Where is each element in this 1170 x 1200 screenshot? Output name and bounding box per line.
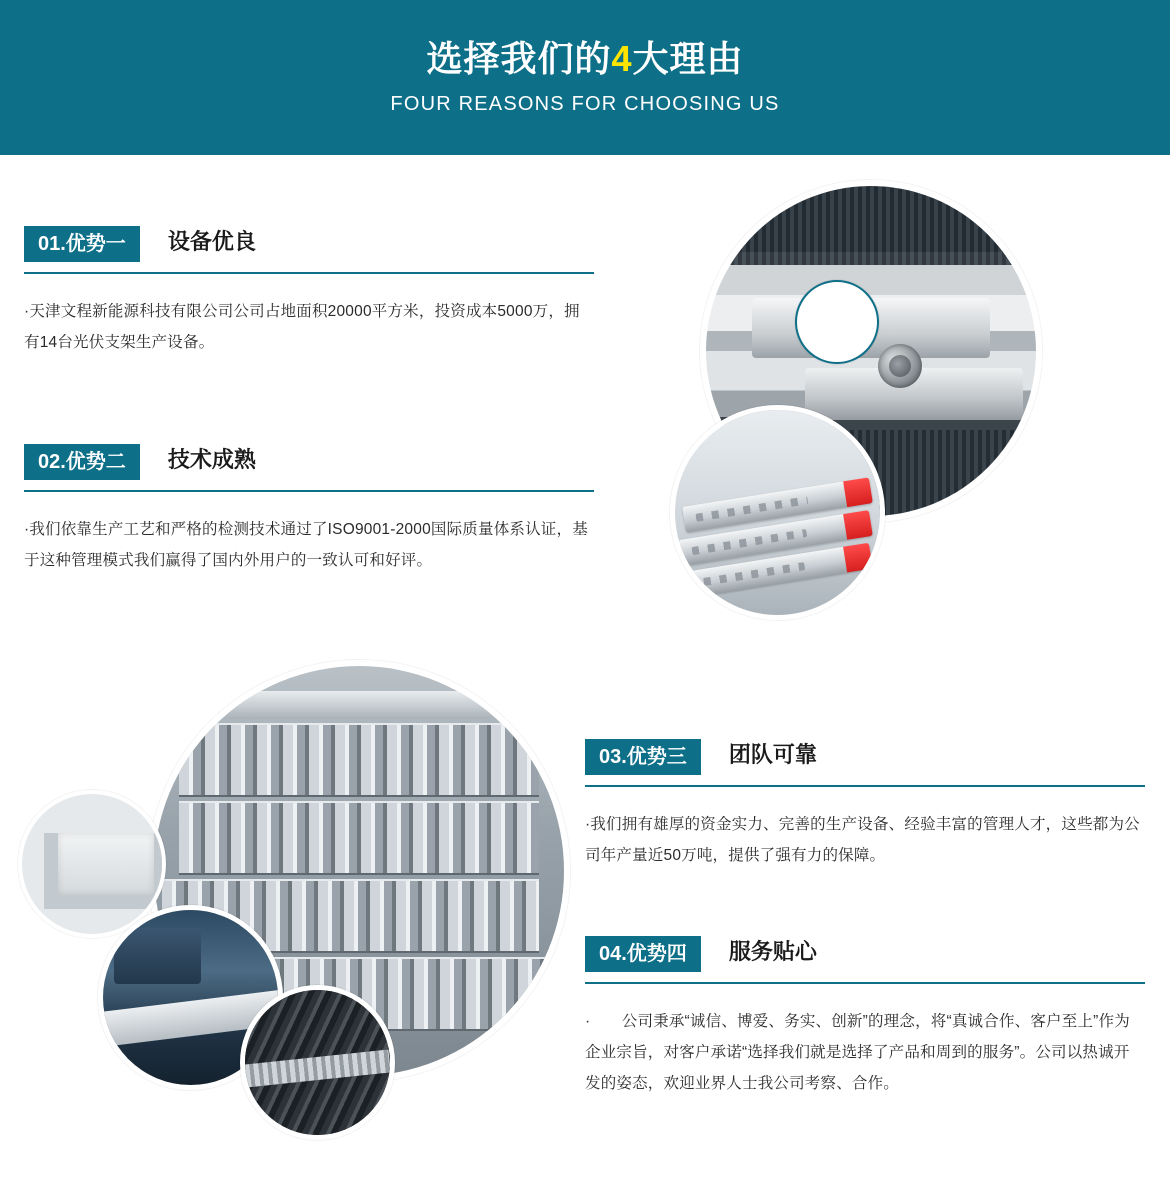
feature-block-4	[585, 935, 1145, 1099]
feature-4-divider	[585, 982, 1145, 984]
red-tipped-rail-brackets-photo	[670, 405, 885, 620]
page-title-prefix: 选择我们的	[426, 38, 612, 80]
feature-block-3	[585, 738, 1145, 871]
feature-1-body: ·天津文程新能源科技有限公司公司占地面积20000平方米，投资成本5000万，拥有14台光伏支架生产设备。	[24, 303, 580, 351]
feature-3-title: 团队可靠	[728, 742, 817, 767]
feature-4-tag: 04.优势四	[585, 936, 701, 972]
photo-content	[675, 410, 880, 615]
page-title-accent: 4	[611, 38, 633, 80]
feature-2-tag: 02.优势二	[24, 444, 140, 480]
page-title	[426, 39, 743, 79]
steel-top-bar	[228, 691, 490, 720]
feature-1-head	[24, 225, 594, 262]
feature-block-1	[24, 225, 594, 358]
clamp-bolt	[878, 344, 922, 388]
feature-block-2	[24, 443, 594, 576]
rail-red-cap	[843, 542, 873, 572]
feature-3-divider	[585, 785, 1145, 787]
page-subtitle: FOUR REASONS FOR CHOOSING US	[390, 92, 780, 115]
feature-2-divider	[24, 490, 594, 492]
page-title-suffix: 大理由	[632, 38, 744, 80]
page-header	[0, 0, 1170, 155]
rail-holes	[687, 562, 805, 588]
feature-3-body: ·我们拥有雄厚的资金实力、完善的生产设备、经验丰富的管理人才，这些都为公司年产量近50万吨，提供了强有力的保障。	[585, 816, 1140, 864]
machine-body	[114, 928, 202, 984]
steel-stack-row	[179, 801, 540, 875]
feature-2-body: ·我们依靠生产工艺和严格的检测技术通过了ISO9001-2000国际质量体系认证，基于这种管理模式我们赢得了国内外用户的一致认可和好评。	[24, 521, 588, 569]
steel-strip	[244, 1049, 391, 1087]
feature-2-title: 技术成熟	[167, 447, 256, 472]
feature-1-divider	[24, 272, 594, 274]
rail-red-cap	[843, 510, 873, 540]
decorative-circle	[795, 280, 879, 364]
panel-grid-texture	[706, 186, 1036, 265]
photo-content	[245, 990, 390, 1135]
rail-holes	[692, 529, 807, 555]
feature-3-tag: 03.优势三	[585, 739, 701, 775]
feature-2-head	[24, 443, 594, 480]
feature-1-tag: 01.优势一	[24, 226, 140, 262]
feature-1-title: 设备优良	[167, 229, 256, 254]
rail-red-cap	[843, 477, 873, 507]
coil-steel-stack-photo	[240, 985, 395, 1140]
u-channel-shape	[44, 833, 166, 909]
feature-4-title: 服务贴心	[728, 939, 817, 964]
rail-holes	[696, 496, 809, 522]
steel-stack-row	[179, 723, 540, 797]
feature-3-head	[585, 738, 1145, 775]
feature-4-head	[585, 935, 1145, 972]
feature-4-body: · 公司秉承“诚信、博爱、务实、创新”的理念，将“真诚合作、客户至上”作为企业宗旨，对客户承诺“选择我们就是选择了产品和周到的服务”。公司以热诚开发的姿态，欢迎业界人士我公司考察、合作。	[585, 1013, 1130, 1092]
